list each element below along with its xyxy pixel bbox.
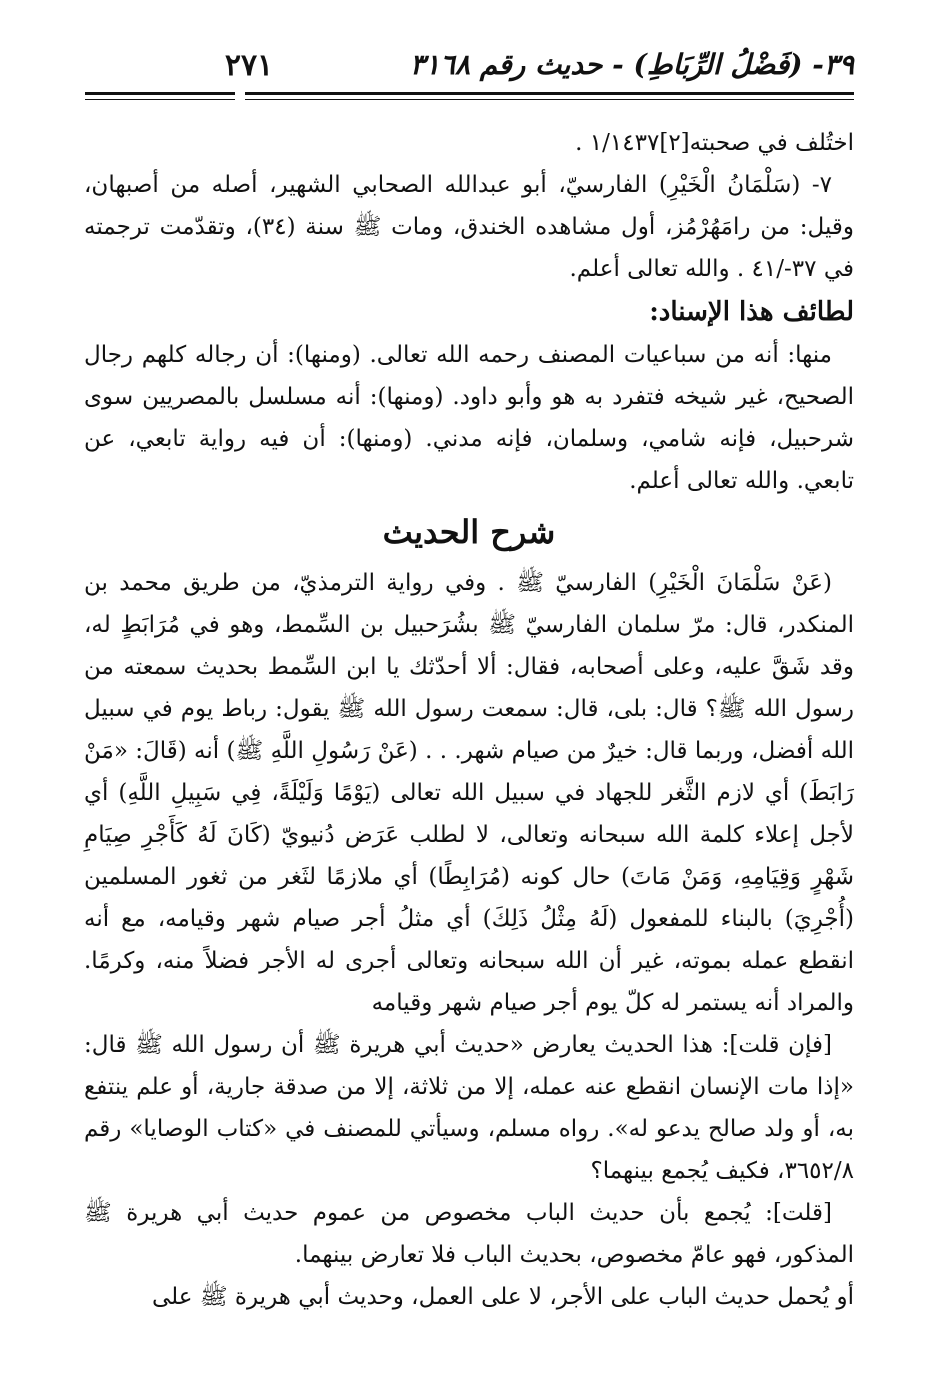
page-number: ٢٧١ xyxy=(224,48,274,83)
paragraph: منها: أنه من سباعيات المصنف رحمه الله تعالى. (ومنها): أن رجاله كلهم رجال الصحيح، غير شيخه فتفرد به هو وأبو داود. (ومنها): أنه مسلسل بالمصريين سوى شرحبيل، فإنه شامي، وسلمان، فإنه مدني. (ومنها): أن فيه رواية تابعي، عن تابعي. والله تعالى أعلم. xyxy=(84,342,854,494)
section-heading: لطائف هذا الإسناد: xyxy=(649,297,854,327)
page-header xyxy=(85,48,854,106)
section-heading: شرح الحديث xyxy=(382,513,556,551)
running-title: ٣٩- (فَضْلُ الرِّبَاطِ) - حديث رقم ٣١٦٨ xyxy=(409,48,854,81)
paragraph: [قلت]: يُجمع بأن حديث الباب مخصوص من عموم حديث أبي هريرة ﷺ المذكور، فهو عامّ مخصوص، بحديث الباب فلا تعارض بينهما. xyxy=(84,1200,854,1268)
paragraph: [فإن قلت]: هذا الحديث يعارض «حديث أبي هريرة ﷺ أن رسول الله ﷺ قال: «إذا مات الإنسان انقطع عنه عمله، إلا من ثلاثة، إلا من صدقة جارية، أو علم ينتفع به، أو ولد صالح يدعو له». رواه مسلم، وسيأتي للمصنف في «كتاب الوصايا» رقم ٣٦٥٢/٨، فكيف يُجمع بينهما؟ xyxy=(84,1032,854,1184)
paragraph: أو يُحمل حديث الباب على الأجر، لا على العمل، وحديث أبي هريرة ﷺ على xyxy=(152,1284,854,1310)
paragraph: ٧- (سَلْمَانُ الْخَيْرِ) الفارسيّ، أبو عبدالله الصحابي الشهير، أصله من أصبهان، وقيل: من رامَهُرْمُز، أول مشاهده الخندق، ومات ﷺ سنة (٣٤)، وتقدّمت ترجمته في ٣٧-/٤١ . والله تعالى أعلم. xyxy=(84,172,854,282)
paragraph: اختُلف في صحبته[٢]١/١٤٣٧ . xyxy=(575,130,854,156)
main-text xyxy=(84,122,854,1318)
header-rule-right xyxy=(245,92,854,100)
paragraph: (عَنْ سَلْمَانَ الْخَيْرِ) الفارسيّ ﷺ . وفي رواية الترمذيّ، من طريق محمد بن المنكدر، قال: مرّ سلمان الفارسيّ ﷺ بشُرَحبيل بن السِّمط، وهو في مُرَابَطٍ له، وقد شَقَّ عليه، وعلى أصحابه، فقال: ألا أحدّثك يا ابن السِّمط بحديث سمعته من رسول الله ﷺ؟ قال: بلى، قال: سمعت رسول الله ﷺ يقول: رباط يوم في سبيل الله أفضل، وربما قال: خيرٌ من صيام شهر. . . (عَنْ رَسُولِ اللَّهِ ﷺ) أنه (قَالَ: «مَنْ رَابَطَ) أي لازم الثَّغر للجهاد في سبيل الله تعالى (يَوْمًا وَلَيْلَةً، فِي سَبِيلِ اللَّهِ) أي لأجل إعلاء كلمة الله سبحانه وتعالى، لا لطلب عَرَض دُنيويّ (كَانَ لَهُ كَأَجْرِ صِيَامِ شَهْرٍ وَقِيَامِهِ، وَمَنْ مَاتَ) حال كونه (مُرَابِطًا) أي ملازمًا لثَغر من ثغور المسلمين (أُجْرِيَ) بالبناء للمفعول (لَهُ مِثْلُ ذَلِكَ) أي مثلُ أجر صيام شهر وقيامه، مع أنه انقطع عمله بموته، غير أن الله سبحانه وتعالى أجرى له الأجر فضلاً منه، وكرمًا. والمراد أنه يستمر له كلّ يوم أجر صيام شهر وقيامه xyxy=(84,570,854,1016)
header-rule-left xyxy=(85,92,235,100)
